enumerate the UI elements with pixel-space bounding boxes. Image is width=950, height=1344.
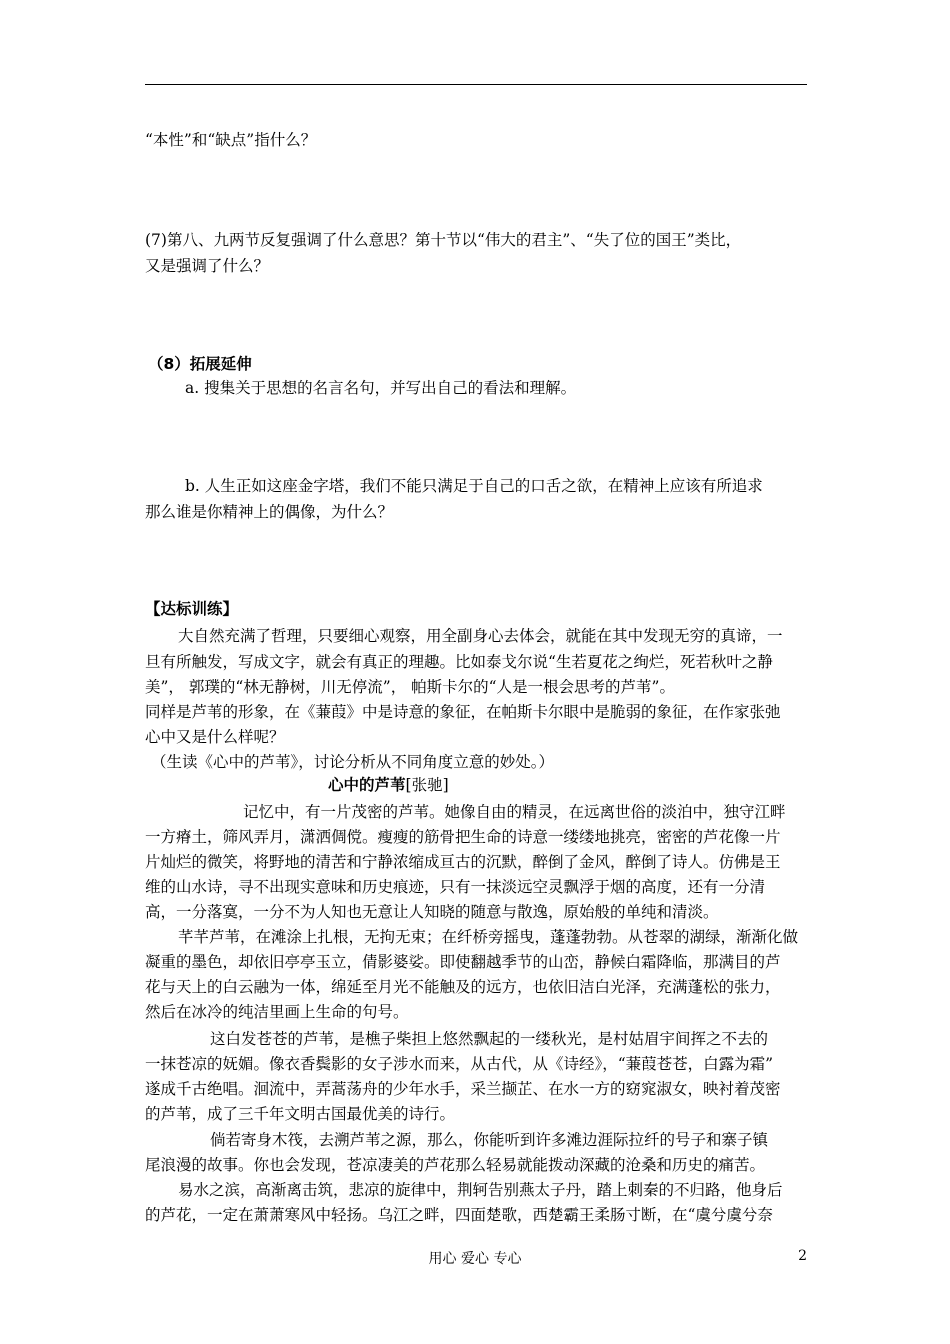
essay-line: 维的山水诗，寻不出现实意味和历史痕迹，只有一抹淡远空灵飘浮于烟的高度，还有一分清 [145,878,766,896]
page-number: 2 [798,1248,807,1264]
essay-line: 片灿烂的微笑，将野地的清苦和宁静浓缩成亘古的沉默，醉倒了金风，醉倒了诗人。仿佛是王 [145,853,781,871]
essay-line: 凝重的墨色，却依旧亭亭玉立，倩影婆娑。即使翻越季节的山峦，静候白霜降临，那满目的芦 [145,953,781,971]
question-8-a: a. 搜集关于思想的名言名句，并写出自己的看法和理解。 [185,379,577,397]
intro-line: 美”， 郭璞的“林无静树，川无停流”， 帕斯卡尔的“人是一根会思考的芦苇”。 [145,678,675,696]
intro-line: 旦有所触发，写成文字，就会有真正的理趣。比如泰戈尔说“生若夏花之绚烂，死若秋叶之静 [145,653,773,671]
intro-line: 心中又是什么样呢？ [145,728,285,746]
essay-line: 芊芊芦苇，在滩涂上扎根，无拘无束；在纤桥旁摇曳，蓬蓬勃勃。从苍翠的湖绿，渐渐化做 [178,928,799,946]
question-8-b-line-2: 那么谁是你精神上的偶像，为什么？ [145,503,394,521]
essay-title: 心中的芦苇 [328,776,406,794]
essay-line: 一抹苍凉的妩媚。像衣香鬓影的女子涉水而来，从古代，从《诗经》，“蒹葭苍苍，白露为霜” [145,1055,774,1073]
question-8-b-line-1: b. 人生正如这座金字塔，我们不能只满足于自己的口舌之欲，在精神上应该有所追求 [185,477,763,495]
question-8-heading: （8）拓展延伸 [148,355,252,373]
intro-line: 同样是芦苇的形象，在《蒹葭》中是诗意的象征，在帕斯卡尔眼中是脆弱的象征，在作家张弛 [145,703,781,721]
essay-line: 尾浪漫的故事。你也会发现，苍凉凄美的芦花那么轻易就能拨动深藏的沧桑和历史的痛苦。 [145,1156,766,1174]
essay-line: 的芦花，一定在萧萧寒风中轻扬。乌江之畔，四面楚歌，西楚霸王柔肠寸断，在“虞兮虞兮奈 [145,1206,773,1224]
essay-line: 倘若寄身木筏，去溯芦苇之源，那么，你能听到许多滩边涯际拉纤的号子和寨子镇 [210,1131,769,1149]
intro-line: 大自然充满了哲理，只要细心观察，用全副身心去体会，就能在其中发现无穷的真谛，一 [178,627,783,645]
essay-line: 这白发苍苍的芦苇，是樵子柴担上悠然飘起的一缕秋光，是村姑眉宇间挥之不去的 [210,1030,769,1048]
essay-line: 然后在冰冷的纯洁里画上生命的句号。 [145,1003,409,1021]
essay-title-line [328,773,449,797]
header-rule [145,84,807,85]
question-7-line-1: (7)第八、九两节反复强调了什么意思？第十节以“伟大的君主”、“失了位的国王”类比， [145,231,742,249]
training-heading: 【达标训练】 [145,600,239,618]
essay-line: 高，一分落寞，一分不为人知也无意让人知晓的随意与散逸，原始般的单纯和清淡。 [145,903,719,921]
essay-line: 记忆中，有一片茂密的芦苇。她像自由的精灵，在远离世俗的淡泊中，独守江畔 [243,803,786,821]
essay-line: 花与天上的白云融为一体，绵延至月光不能触及的远方，也依旧洁白光泽，充满蓬松的张力， [145,978,781,996]
intro-line: （生读《心中的芦苇》，讨论分析从不同角度立意的妙处。） [151,753,555,771]
question-7-line-2: 又是强调了什么？ [145,257,270,275]
question-6-tail: “本性”和“缺点”指什么？ [145,131,317,149]
essay-line: 易水之滨，高渐离击筑，悲凉的旋律中，荆轲告别燕太子丹，踏上刺秦的不归路，他身后 [178,1181,783,1199]
essay-line: 的芦苇，成了三千年文明古国最优美的诗行。 [145,1105,456,1123]
essay-author: [张驰] [405,776,449,794]
footer-motto: 用心 爱心 专心 [428,1251,522,1267]
essay-line: 一方瘠土，筛风弄月，潇洒倜傥。瘦瘦的筋骨把生命的诗意一缕缕地挑亮，密密的芦花像一片 [145,828,781,846]
essay-line: 遂成千古绝唱。洄流中，弄蒿荡舟的少年水手，采兰撷芷、在水一方的窈窕淑女，映衬着茂密 [145,1080,781,1098]
